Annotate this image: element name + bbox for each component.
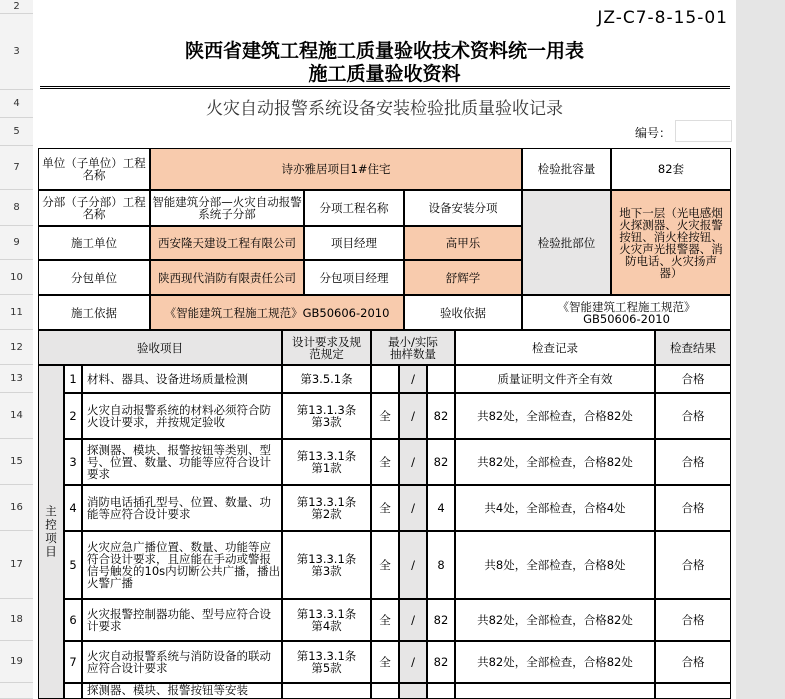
row-item[interactable]: 探测器、模块、报警按钮等安装 [82,683,282,699]
subitem-value[interactable]: 设备安装分项 [404,190,522,226]
row-result[interactable]: 合格 [655,439,731,485]
row-number[interactable] [0,683,33,699]
row-record[interactable] [455,683,655,699]
col-spec-header: 设计要求及规范规定 [282,330,371,365]
row-result[interactable]: 合格 [655,365,731,393]
row-sample-actual[interactable] [427,365,455,393]
row-result[interactable]: 合格 [655,393,731,439]
main-control-label: 主控项目 [38,365,64,699]
row-sample-min[interactable] [371,365,399,393]
title-line-2: 施工质量验收资料 [308,63,461,85]
worksheet [33,0,736,699]
row-item[interactable]: 材料、器具、设备进场质量检测 [82,365,282,393]
row-number[interactable]: 8 [0,190,33,226]
row-sample-actual[interactable]: 8 [427,531,455,599]
contractor-label: 施工单位 [38,226,150,260]
row-spec[interactable]: 第13.3.1条第2款 [282,485,371,531]
sheet-margin [736,0,785,699]
row-number[interactable]: 13 [0,365,33,393]
row-sample-min[interactable]: 全 [371,531,399,599]
title-rule [40,86,730,89]
serial-input[interactable] [675,120,732,142]
row-no: 5 [64,531,82,599]
row-number[interactable]: 2 [0,0,33,14]
row-sample-min[interactable]: 全 [371,641,399,683]
row-sample-min[interactable]: 全 [371,393,399,439]
doc-code: JZ-C7-8-15-01 [597,8,728,28]
row-number[interactable]: 7 [0,146,33,190]
unit-label: 单位（子单位）工程名称 [38,148,150,190]
row-sample-actual[interactable]: 4 [427,485,455,531]
row-spec[interactable]: 第3.5.1条 [282,365,371,393]
row-sample-actual[interactable] [427,683,455,699]
row-result[interactable] [655,683,731,699]
row-number[interactable]: 10 [0,260,33,295]
serial-label: 编号： [635,126,672,140]
sub-pm-value[interactable]: 舒辉学 [404,260,522,295]
row-item[interactable]: 火灾应急广播位置、数量、功能等应符合设计要求，且应能在手动或警报信号触发的10s内切断公共广播，播出火警广播 [82,531,282,599]
row-header-column [0,0,34,699]
row-sample-min[interactable]: 全 [371,439,399,485]
row-number[interactable]: 9 [0,226,33,260]
subtitle: 火灾自动报警系统设备安装检验批质量验收记录 [206,99,563,119]
row-sample-sep [399,683,427,699]
row-no: 4 [64,485,82,531]
subitem-label: 分项工程名称 [304,190,404,226]
division-value[interactable]: 智能建筑分部—火灾自动报警系统子分部 [150,190,304,226]
col-result-header: 检查结果 [655,330,731,365]
row-spec[interactable]: 第13.3.1条第3款 [282,531,371,599]
row-sample-actual[interactable]: 82 [427,599,455,641]
row-result[interactable]: 合格 [655,641,731,683]
row-number[interactable]: 17 [0,531,33,599]
basis-label: 施工依据 [38,295,150,330]
row-record[interactable]: 共4处，全部检查，合格4处 [455,485,655,531]
row-sample-min[interactable]: 全 [371,599,399,641]
row-sample-min[interactable]: 全 [371,485,399,531]
row-record[interactable]: 共82处，全部检查，合格82处 [455,599,655,641]
row-number[interactable]: 14 [0,393,33,439]
row-result[interactable]: 合格 [655,531,731,599]
col-sample-header: 最小/实际抽样数量 [371,330,455,365]
row-no: 6 [64,599,82,641]
row-sample-sep: / [399,641,427,683]
row-record[interactable]: 共82处，全部检查，合格82处 [455,641,655,683]
row-item[interactable]: 火灾自动报警系统与消防设备的联动应符合设计要求 [82,641,282,683]
row-sample-sep: / [399,599,427,641]
subcontractor-label: 分包单位 [38,260,150,295]
row-record[interactable]: 共82处，全部检查，合格82处 [455,393,655,439]
row-no: 2 [64,393,82,439]
row-item[interactable]: 探测器、模块、报警按钮等类别、型号、位置、数量、功能等应符合设计要求 [82,439,282,485]
accept-basis-value[interactable]: 《智能建筑工程施工规范》GB50606-2010 [522,295,731,330]
row-item[interactable]: 消防电话插孔型号、位置、数量、功能等应符合设计要求 [82,485,282,531]
row-number[interactable]: 11 [0,295,33,330]
pm-label: 项目经理 [304,226,404,260]
col-item-header: 验收项目 [38,330,282,365]
row-spec[interactable]: 第13.3.1条第1款 [282,439,371,485]
location-value[interactable]: 地下一层（光电感烟火探测器、火灾报警按钮、消火栓按钮、火灾声光报警器、消防电话、火灾扬声器） [611,190,731,295]
accept-basis-label: 验收依据 [404,295,522,330]
row-spec[interactable]: 第13.1.3条第3款 [282,393,371,439]
row-no [64,683,82,699]
row-record[interactable]: 共8处，全部检查，合格8处 [455,531,655,599]
row-no: 1 [64,365,82,393]
row-record[interactable]: 质量证明文件齐全有效 [455,365,655,393]
location-label: 检验批部位 [522,190,611,295]
row-number[interactable]: 18 [0,599,33,641]
col-record-header: 检查记录 [455,330,655,365]
row-sample-sep: / [399,393,427,439]
subcontractor-value[interactable]: 陕西现代消防有限责任公司 [150,260,304,295]
row-result[interactable]: 合格 [655,485,731,531]
capacity-value[interactable]: 82套 [611,148,731,190]
row-sample-actual[interactable]: 82 [427,393,455,439]
row-item[interactable]: 火灾自动报警系统的材料必须符合防火设计要求，并按规定验收 [82,393,282,439]
row-sample-sep: / [399,531,427,599]
row-sample-actual[interactable]: 82 [427,439,455,485]
row-number[interactable]: 15 [0,439,33,485]
row-record[interactable]: 共82处，全部检查，合格82处 [455,439,655,485]
row-sample-min[interactable] [371,683,399,699]
row-number[interactable]: 5 [0,118,33,146]
row-sample-actual[interactable]: 82 [427,641,455,683]
row-sample-sep: / [399,439,427,485]
title-line-1: 陕西省建筑工程施工质量验收技术资料统一用表 [184,40,584,62]
pm-value[interactable]: 高甲乐 [404,226,522,260]
row-number[interactable]: 4 [0,90,33,118]
row-no: 3 [64,439,82,485]
contractor-value[interactable]: 西安隆天建设工程有限公司 [150,226,304,260]
row-spec[interactable]: 第13.3.1条第4款 [282,599,371,641]
row-result[interactable]: 合格 [655,599,731,641]
row-number[interactable]: 3 [0,14,33,90]
row-sample-sep: / [399,485,427,531]
row-sample-sep: / [399,365,427,393]
row-number[interactable]: 16 [0,485,33,531]
row-spec[interactable] [282,683,371,699]
row-item[interactable]: 火灾报警控制器功能、型号应符合设计要求 [82,599,282,641]
division-label: 分部（子分部）工程名称 [38,190,150,226]
sub-pm-label: 分包项目经理 [304,260,404,295]
basis-value[interactable]: 《智能建筑工程施工规范》GB50606-2010 [150,295,404,330]
row-no: 7 [64,641,82,683]
unit-value[interactable]: 诗亦雅居项目1#住宅 [150,148,522,190]
row-spec[interactable]: 第13.3.1条第5款 [282,641,371,683]
row-number[interactable]: 12 [0,330,33,365]
row-number[interactable]: 19 [0,641,33,683]
capacity-label: 检验批容量 [522,148,611,190]
